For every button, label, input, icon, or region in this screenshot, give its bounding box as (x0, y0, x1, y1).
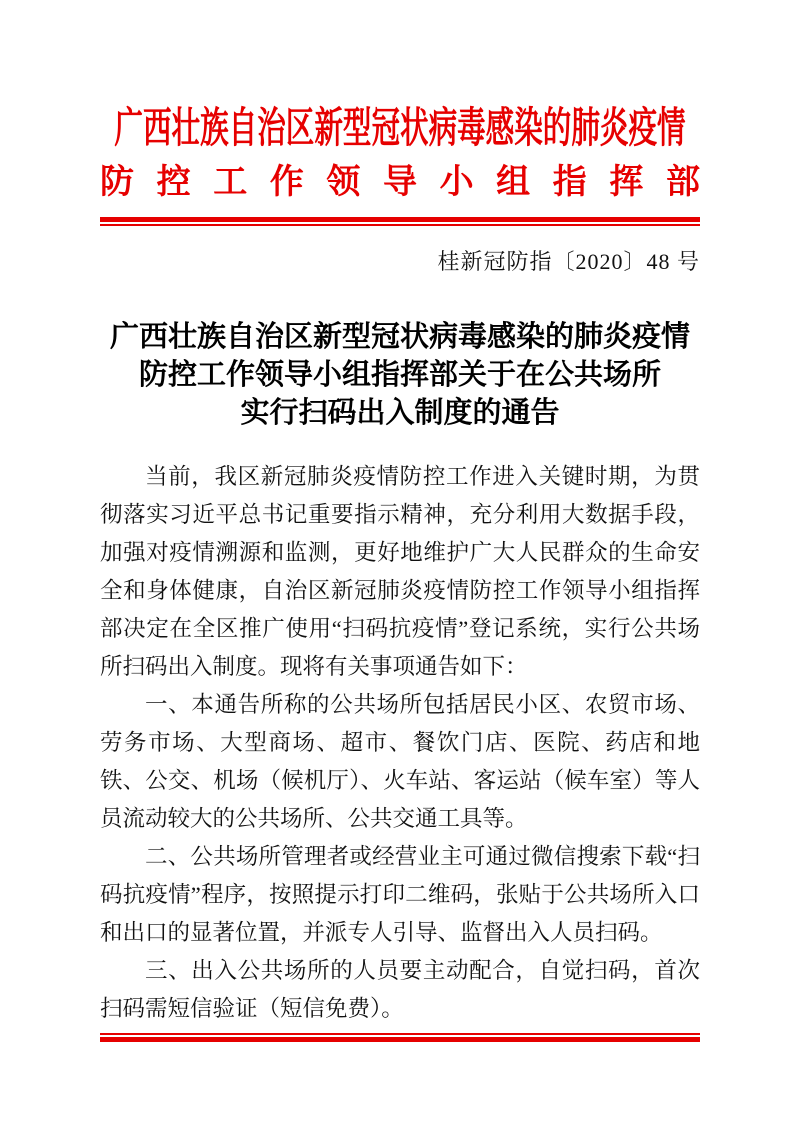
document-number: 桂新冠防指〔2020〕48 号 (437, 249, 700, 275)
letterhead (100, 106, 700, 202)
letterhead-line2: 防 控 工 作 领 导 小 组 指 挥 部 (100, 164, 700, 202)
document-title-line3: 实行扫码出入制度的通告 (240, 396, 560, 429)
paragraph-item-2: 二、公共场所管理者或经营业主可通过微信搜索下载“扫码抗疫情”程序，按照提示打印二维码，张贴于公共场所入口和出口的显著位置，并派专人引导、监督出入人员扫码。 (100, 843, 700, 945)
footer-divider-rule (100, 1033, 700, 1042)
notice-body (100, 458, 700, 1028)
letterhead-line1 (100, 106, 700, 153)
letterhead-divider-rule (100, 217, 700, 226)
paragraph-item-1: 一、本通告所称的公共场所包括居民小区、农贸市场、劳务市场、大型商场、超市、餐饮门店、医院、药店和地铁、公交、机场（候机厅）、火车站、客运站（候车室）等人员流动较大的公共场所、公共交通工具等。 (100, 691, 700, 831)
document-title-line1: 广西壮族自治区新型冠状病毒感染的肺炎疫情 (109, 320, 690, 353)
paragraph-intro: 当前，我区新冠肺炎疫情防控工作进入关键时期，为贯彻落实习近平总书记重要指示精神，充分利用大数据手段，加强对疫情溯源和监测，更好地维护广大人民群众的生命安全和身体健康，自治区新冠肺炎疫情防控工作领导小组指挥部决定在全区推广使用“扫码抗疫情”登记系统，实行公共场所扫码出入制度。现将有关事项通告如下： (100, 463, 700, 679)
document-title-line2: 防控工作领导小组指挥部关于在公共场所 (138, 358, 661, 391)
paragraph-item-3: 三、出入公共场所的人员要主动配合，自觉扫码，首次扫码需短信验证（短信免费）。 (100, 957, 700, 1021)
letterhead-line1-text: 广西壮族自治区新型冠状病毒感染的肺炎疫情 (114, 106, 686, 152)
document-title (100, 318, 700, 432)
